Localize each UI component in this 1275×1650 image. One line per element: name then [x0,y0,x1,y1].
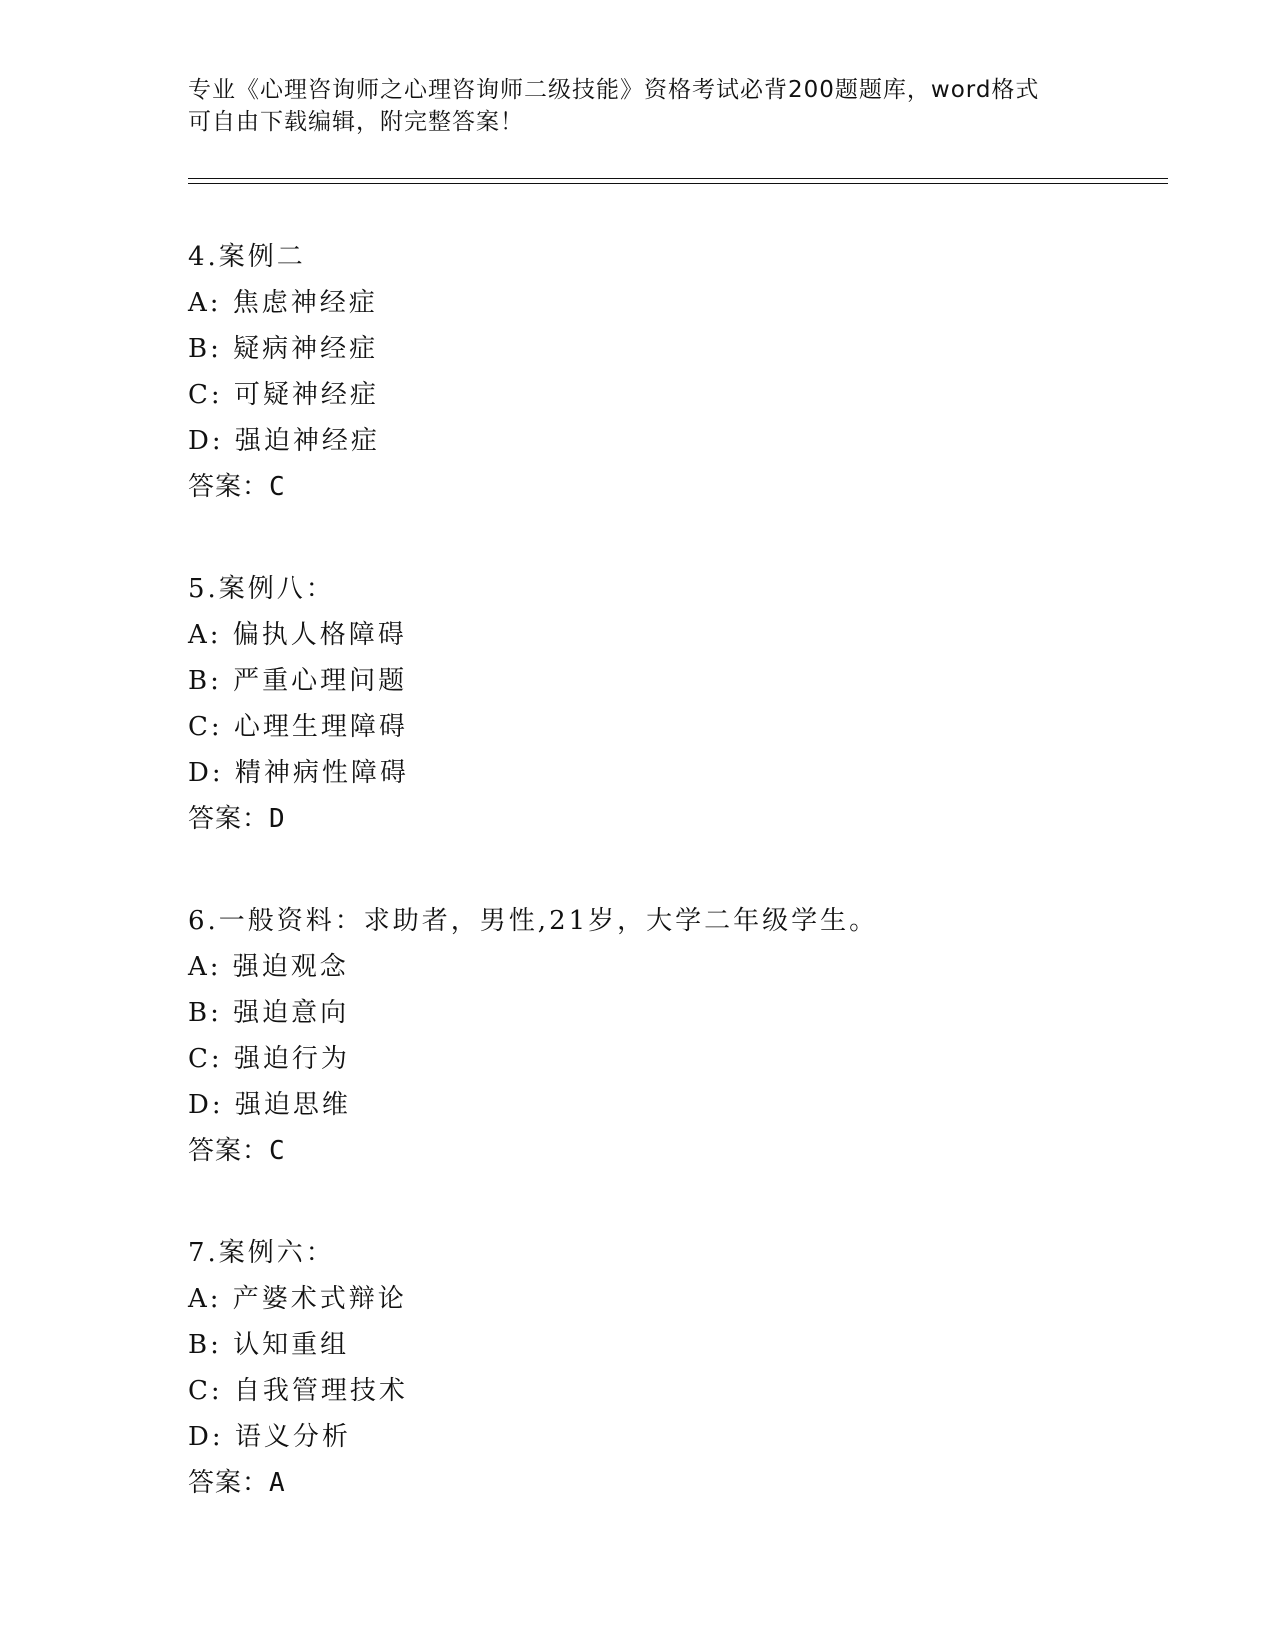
option-b: B: 疑病神经症 [188,334,379,364]
question-title: 7.案例六： [188,1238,335,1268]
question-6 [188,898,1168,1174]
answer-line [188,464,1168,510]
option-d: D: 强迫思维 [188,1090,351,1120]
option-c: C: 自我管理技术 [188,1376,408,1406]
option-a: A: 焦虑神经症 [188,288,378,318]
question-title: 4.案例二 [188,242,306,272]
answer-value: A [269,1468,286,1498]
answer-line [188,1460,1168,1506]
question-list [188,234,1168,1562]
answer-label: 答案： [188,1468,270,1498]
option-b: B: 严重心理问题 [188,666,408,696]
header-divider-bottom [188,183,1168,184]
header-line-2: 可自由下载编辑，附完整答案！ [188,109,524,135]
option-a: A: 产婆术式辩论 [188,1284,407,1314]
question-5 [188,566,1168,842]
header-line-1: 专业《心理咨询师之心理咨询师二级技能》资格考试必背200题题库，word格式 [188,77,1040,103]
option-d: D: 精神病性障碍 [188,758,409,788]
option-b: B: 强迫意向 [188,998,350,1028]
question-7 [188,1230,1168,1506]
option-a: A: 强迫观念 [188,952,349,982]
option-a: A: 偏执人格障碍 [188,620,407,650]
option-b: B: 认知重组 [188,1330,350,1360]
option-d: D: 强迫神经症 [188,426,380,456]
question-title: 5.案例八： [188,574,335,604]
option-c: C: 强迫行为 [188,1044,350,1074]
answer-value: D [269,804,286,834]
answer-label: 答案： [188,804,270,834]
option-c: C: 心理生理障碍 [188,712,408,742]
answer-line [188,1128,1168,1174]
answer-value: C [269,472,286,502]
header-divider-top [188,178,1168,179]
answer-label: 答案： [188,1136,270,1166]
question-title: 6.一般资料：求助者，男性,21岁，大学二年级学生。 [188,906,879,936]
answer-label: 答案： [188,472,270,502]
document-header [188,74,1068,138]
answer-line [188,796,1168,842]
option-d: D: 语义分析 [188,1422,351,1452]
question-4 [188,234,1168,510]
answer-value: C [269,1136,286,1166]
option-c: C: 可疑神经症 [188,380,379,410]
